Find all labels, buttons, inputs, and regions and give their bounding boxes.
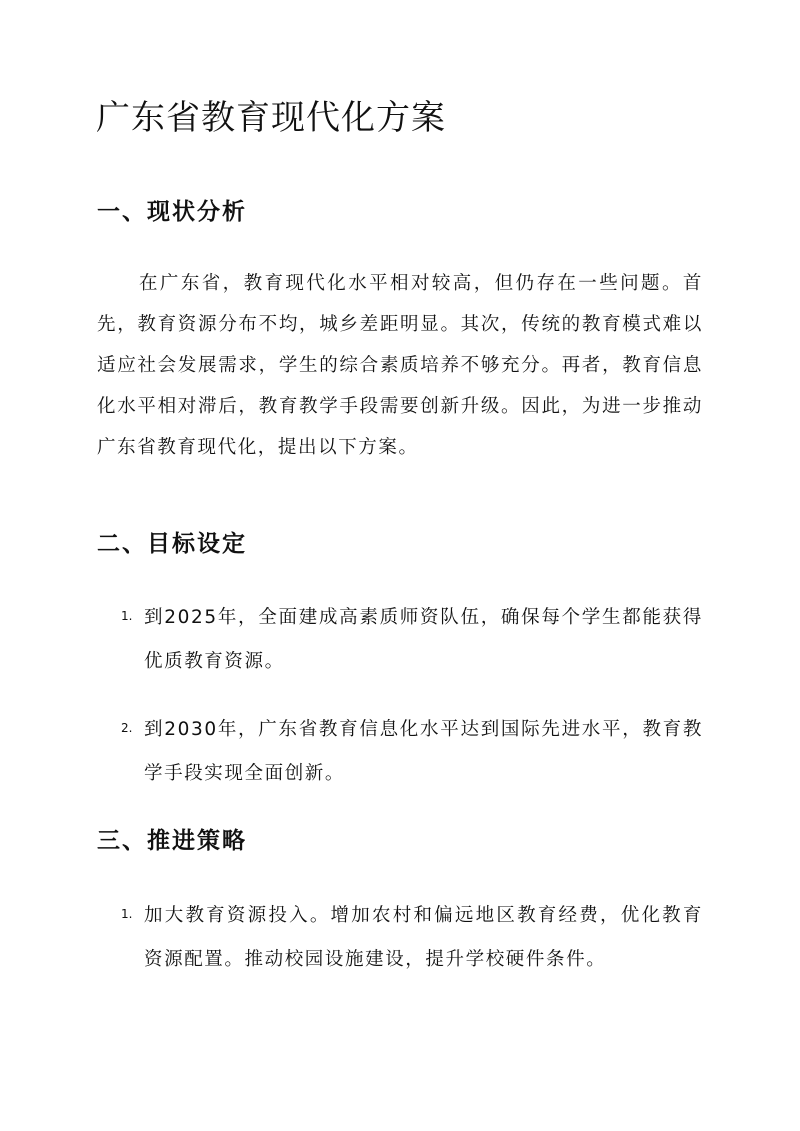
list-number: 2.	[121, 721, 133, 735]
list-number: 1.	[121, 609, 133, 623]
section-heading-status-analysis: 一、现状分析	[97, 199, 247, 225]
section-heading-strategies: 三、推进策略	[97, 828, 247, 854]
goal-list-item	[97, 708, 703, 796]
goal-list-item	[97, 596, 703, 684]
list-item-text: 到2025年，全面建成高素质师资队伍，确保每个学生都能获得优质教育资源。	[144, 607, 703, 672]
list-item-text: 加大教育资源投入。增加农村和偏远地区教育经费，优化教育资源配置。推动校园设施建设，提升学校硬件条件。	[144, 905, 703, 970]
list-item-text: 到2030年，广东省教育信息化水平达到国际先进水平，教育教学手段实现全面创新。	[144, 719, 703, 784]
document-title: 广东省教育现代化方案	[96, 98, 446, 138]
strategy-list-item	[97, 894, 703, 982]
section-heading-goals: 二、目标设定	[97, 531, 247, 557]
status-analysis-paragraph: 在广东省，教育现代化水平相对较高，但仍存在一些问题。首先，教育资源分布不均，城乡差距明显。其次，传统的教育模式难以适应社会发展需求，学生的综合素质培养不够充分。再者，教育信息化水平相对滞后，教育教学手段需要创新升级。因此，为进一步推动广东省教育现代化，提出以下方案。	[97, 273, 703, 458]
list-number: 1.	[121, 907, 133, 921]
